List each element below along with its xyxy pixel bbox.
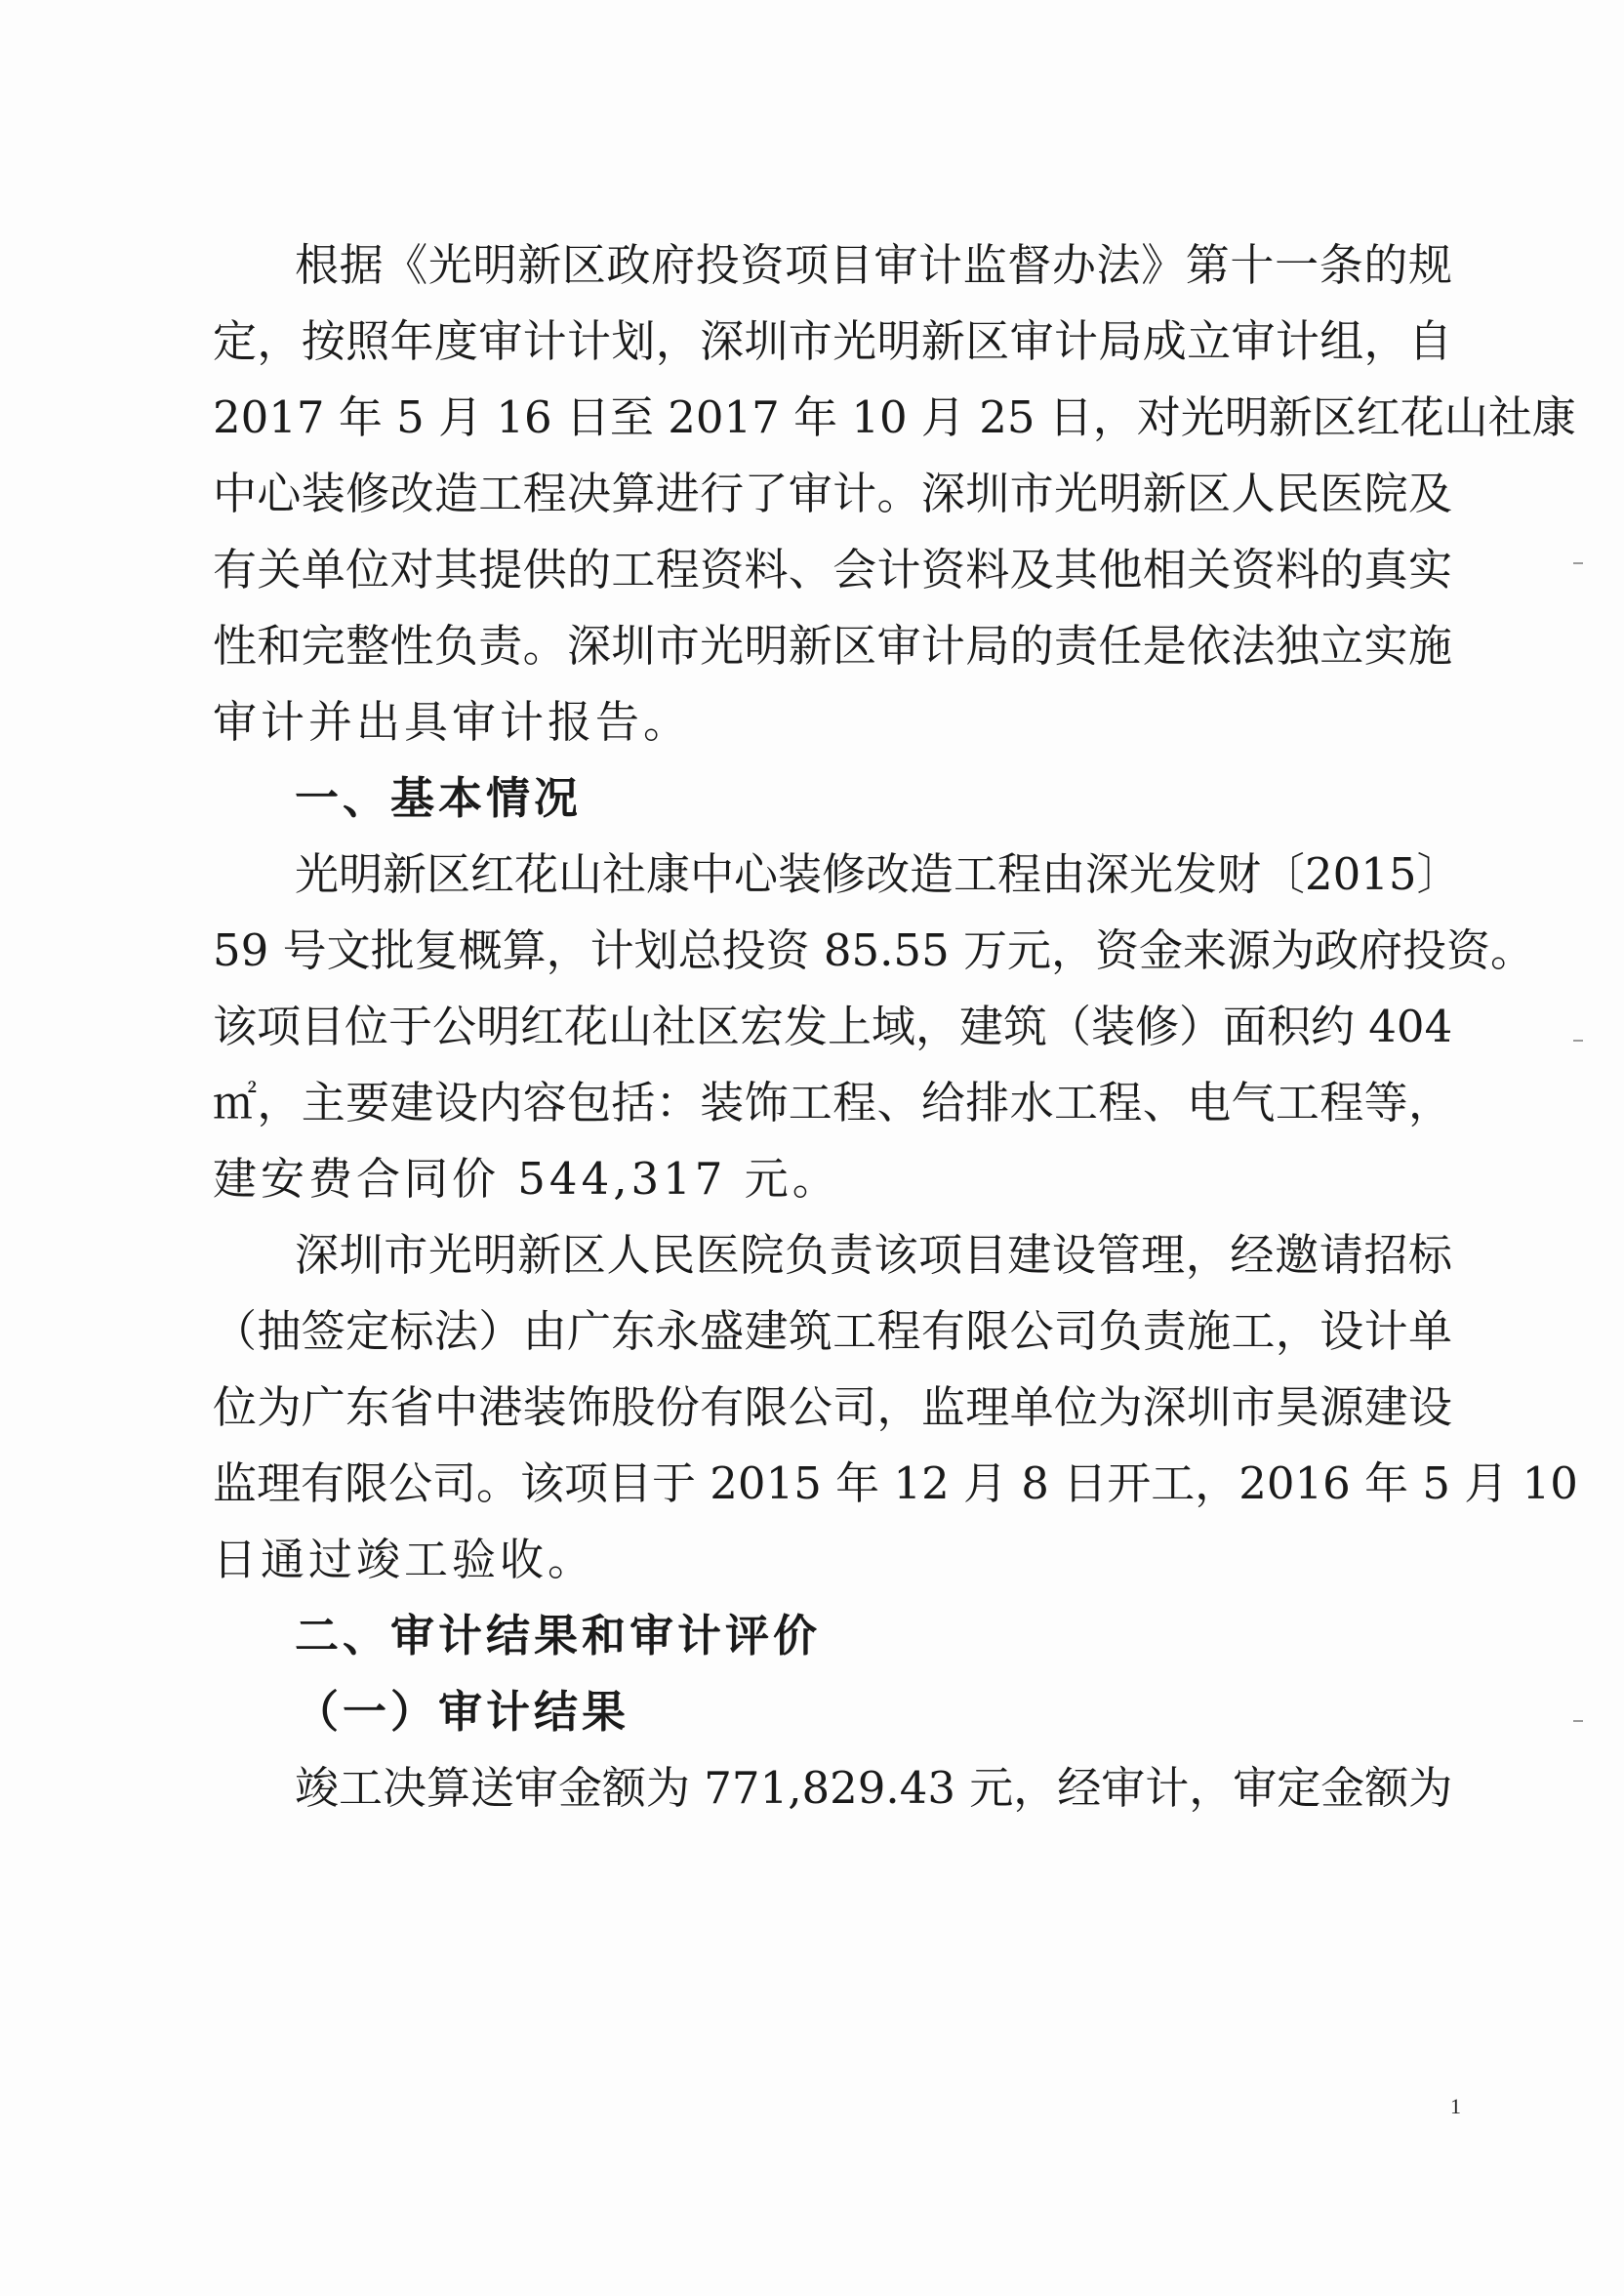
- paragraph-2-line-2: 59 号文批复概算，计划总投资 85.55 万元，资金来源为政府投资。: [213, 924, 1535, 976]
- page-number: 1: [1450, 2094, 1461, 2118]
- scan-edge-mark: [1573, 562, 1583, 564]
- paragraph-3-line-3: 位为广东省中港装饰股份有限公司，监理单位为深圳市昊源建设: [213, 1381, 1452, 1433]
- paragraph-2-line-1: 光明新区红花山社康中心装修改造工程由深光发财〔2015〕: [295, 848, 1461, 900]
- paragraph-1-line-7: 审计并出具审计报告。: [213, 696, 692, 748]
- paragraph-3-line-5: 日通过竣工验收。: [213, 1534, 596, 1585]
- paragraph-1-line-1: 根据《光明新区政府投资项目审计监督办法》第十一条的规: [295, 239, 1452, 291]
- section-heading-basic-info: 一、基本情况: [295, 772, 583, 824]
- scan-edge-mark: [1573, 1720, 1583, 1722]
- paragraph-3-line-4: 监理有限公司。该项目于 2015 年 12 月 8 日开工，2016 年 5 月 10: [213, 1457, 1578, 1509]
- paragraph-1-line-6: 性和完整性负责。深圳市光明新区审计局的责任是依法独立实施: [213, 620, 1452, 672]
- paragraph-4-line-1: 竣工决算送审金额为 771,829.43 元，经审计，审定金额为: [295, 1762, 1453, 1814]
- paragraph-1-line-2: 定，按照年度审计计划，深圳市光明新区审计局成立审计组，自: [213, 315, 1452, 367]
- paragraph-3-line-1: 深圳市光明新区人民医院负责该项目建设管理，经邀请招标: [295, 1229, 1452, 1281]
- paragraph-2-line-5: 建安费合同价 544,317 元。: [213, 1153, 840, 1205]
- paragraph-1-line-3: 2017 年 5 月 16 日至 2017 年 10 月 25 日，对光明新区红花山社康: [213, 391, 1576, 443]
- paragraph-3-line-2: （抽签定标法）由广东永盛建筑工程有限公司负责施工，设计单: [213, 1305, 1452, 1357]
- paragraph-2-line-4: ㎡，主要建设内容包括：装饰工程、给排水工程、电气工程等，: [213, 1077, 1452, 1128]
- section-heading-audit-results: 二、审计结果和审计评价: [295, 1610, 822, 1661]
- paragraph-1-line-5: 有关单位对其提供的工程资料、会计资料及其他相关资料的真实: [213, 544, 1452, 595]
- paragraph-2-line-3: 该项目位于公明红花山社区宏发上域，建筑（装修）面积约 404: [213, 1001, 1453, 1052]
- scan-edge-mark: [1573, 1040, 1583, 1042]
- subsection-heading-audit-result: （一）审计结果: [295, 1686, 630, 1738]
- paragraph-1-line-4: 中心装修改造工程决算进行了审计。深圳市光明新区人民医院及: [213, 468, 1452, 519]
